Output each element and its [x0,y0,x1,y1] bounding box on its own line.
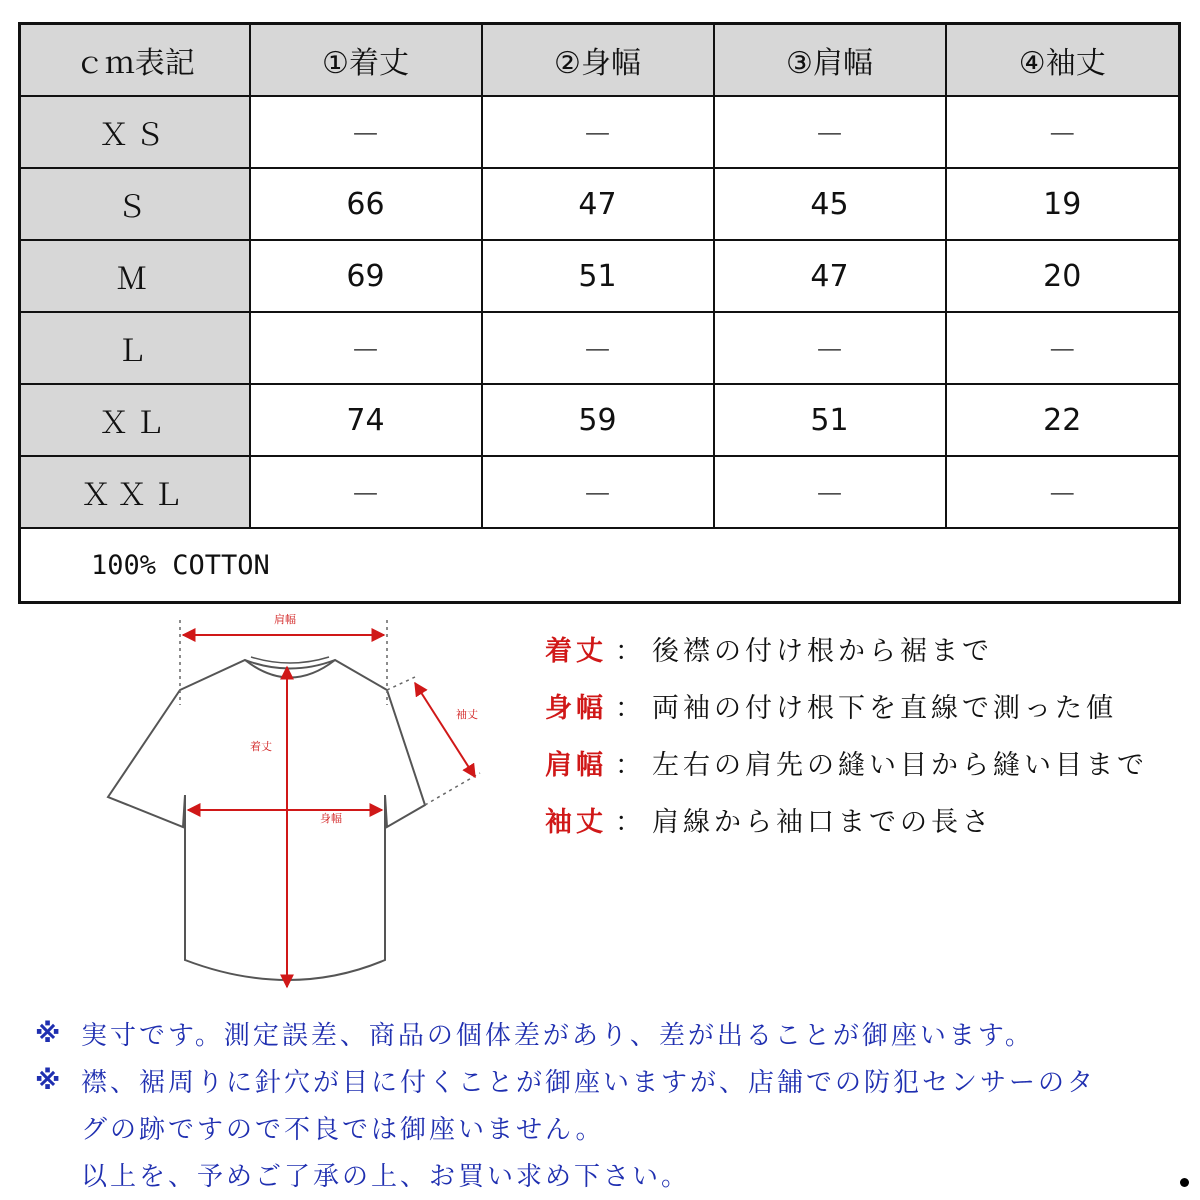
note-line [35,1010,1096,1057]
table-row [20,96,1180,168]
table-cell: 47 [714,240,946,312]
note-mark: ※ [35,1018,64,1049]
tshirt-outline [108,660,425,980]
note-text: グの跡ですので不良では御座いません。 [81,1115,605,1145]
diagram-label-length: 着丈 [250,740,272,753]
tshirt-measurement-diagram [95,605,515,995]
note-line [35,1104,1096,1151]
guide-line-sleeve-top [387,677,415,690]
note-mark: ※ [35,1065,64,1096]
table-cell: － [946,312,1180,384]
table-cell: 74 [250,384,482,456]
legend-colon: ： [615,693,646,724]
size-label: ＸＸＬ [20,456,250,528]
sleeve-length-arrow [415,683,475,777]
size-label: Ｓ [20,168,250,240]
table-cell: － [482,456,714,528]
table-row [20,384,1180,456]
table-cell: － [714,456,946,528]
size-label: Ｍ [20,240,250,312]
table-cell: 22 [946,384,1180,456]
legend-item [545,791,1148,848]
legend-description: 後襟の付け根から裾まで [652,636,993,667]
legend-term: 着丈 [545,636,607,667]
diagram-label-sleeve: 袖丈 [456,708,478,721]
table-cell: － [714,312,946,384]
table-cell: 45 [714,168,946,240]
size-label: ＸＬ [20,384,250,456]
table-cell: 51 [714,384,946,456]
legend-item [545,620,1148,677]
table-row [20,240,1180,312]
header-body-width: ②身幅 [482,24,714,97]
table-cell: － [946,456,1180,528]
size-label: ＸＳ [20,96,250,168]
size-label: Ｌ [20,312,250,384]
table-cell: － [250,312,482,384]
table-cell: 19 [946,168,1180,240]
material-row [20,528,1180,603]
legend-item [545,677,1148,734]
header-length: ①着丈 [250,24,482,97]
legend-colon: ： [615,807,646,838]
table-cell: － [250,456,482,528]
table-cell: 51 [482,240,714,312]
guide-line-sleeve-bottom [425,773,480,805]
note-line [35,1151,1096,1198]
header-shoulder-width: ③肩幅 [714,24,946,97]
legend-description: 左右の肩先の縫い目から縫い目まで [652,750,1148,781]
note-text: 実寸です。測定誤差、商品の個体差があり、差が出ることが御座います。 [81,1021,1034,1051]
legend-description: 肩線から袖口までの長さ [652,807,993,838]
table-cell: － [250,96,482,168]
table-cell: 69 [250,240,482,312]
table-cell: 59 [482,384,714,456]
material-text: 100% COTTON [20,528,1180,603]
tshirt-collar-inner [251,657,329,663]
note-line [35,1057,1096,1104]
table-cell: － [714,96,946,168]
corner-dot [1180,1178,1189,1187]
table-cell: － [946,96,1180,168]
table-cell: 20 [946,240,1180,312]
legend-term: 身幅 [545,693,607,724]
note-text: 以上を、予めご了承の上、お買い求め下さい。 [81,1162,691,1192]
legend-colon: ： [615,750,646,781]
header-unit: ｃｍ表記 [20,24,250,97]
table-cell: － [482,96,714,168]
diagram-label-body: 身幅 [320,812,342,825]
table-row [20,312,1180,384]
measurement-legend [545,620,1148,848]
note-text: 襟、裾周りに針穴が目に付くことが御座いますが、店舗での防犯センサーのタ [81,1068,1097,1098]
notes-section [35,1010,1096,1198]
legend-colon: ： [615,636,646,667]
table-cell: － [482,312,714,384]
legend-item [545,734,1148,791]
table-cell: 47 [482,168,714,240]
header-sleeve-length: ④袖丈 [946,24,1180,97]
legend-term: 袖丈 [545,807,607,838]
legend-term: 肩幅 [545,750,607,781]
size-chart-table [18,22,1181,604]
table-cell: 66 [250,168,482,240]
diagram-label-shoulder: 肩幅 [274,613,296,626]
table-row [20,168,1180,240]
table-row [20,456,1180,528]
table-header-row [20,24,1180,97]
legend-description: 両袖の付け根下を直線で測った値 [652,693,1117,724]
